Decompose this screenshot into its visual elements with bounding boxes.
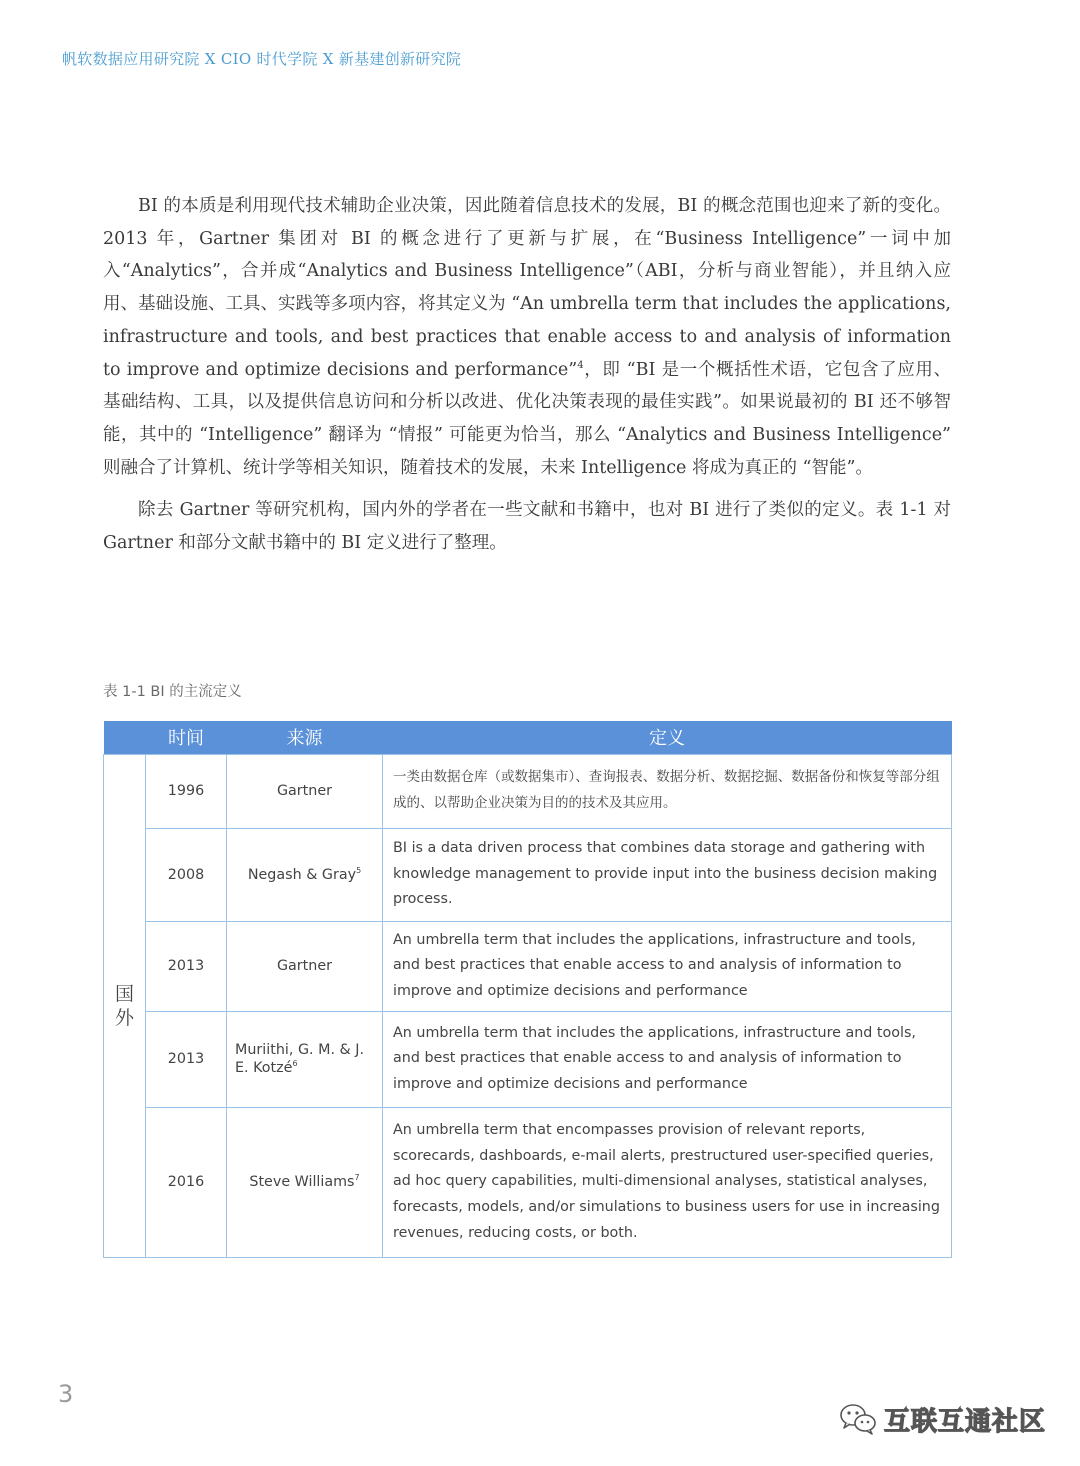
header-time: 时间 (146, 721, 227, 754)
row-definition: An umbrella term that includes the applications, infrastructure and tools, and best practices that enable access to and analysis of information to improve and optimize decisions and performance (383, 1011, 952, 1107)
wechat-icon (838, 1401, 878, 1437)
header-definition: 定义 (383, 721, 952, 754)
row-definition: An umbrella term that encompasses provision of relevant reports, scorecards, dashboards, e-mail alerts, prestructured user-specified queries, ad hoc query capabilities, multi-dimensional analyses, statistical analyses, forecasts, models, and/or simulations to business users for use in increasing revenues, reducing costs, or both. (383, 1107, 952, 1257)
running-header: 帆软数据应用研究院 X CIO 时代学院 X 新基建创新研究院 (62, 50, 462, 68)
table-row (104, 1107, 952, 1257)
row-year: 1996 (146, 754, 227, 828)
table-row (104, 828, 952, 921)
header-source: 来源 (227, 721, 383, 754)
region-label: 国 外 (104, 754, 146, 1257)
table-caption: 表 1-1 BI 的主流定义 (103, 684, 242, 700)
row-source: Gartner (227, 754, 383, 828)
body-text (103, 190, 951, 570)
header-region (104, 721, 146, 754)
bi-definitions-table (103, 721, 952, 1258)
watermark (838, 1399, 1046, 1439)
row-source: Steve Williams$^7$ (227, 1107, 383, 1257)
page-number: 3 (58, 1380, 74, 1408)
paragraph-2: 除去 Gartner 等研究机构，国内外的学者在一些文献和书籍中，也对 BI 进行了类似的定义。表 1-1 对 Gartner 和部分文献书籍中的 BI 定义进行了整理。 (103, 500, 951, 554)
row-year: 2013 (146, 1011, 227, 1107)
row-definition: An umbrella term that includes the applications, infrastructure and tools, and best practices that enable access to and analysis of information to improve and optimize decisions and performance (383, 921, 952, 1011)
footnote-ref-4[interactable]: 4 (577, 359, 584, 371)
row-source: Negash & Gray$^5$ (227, 828, 383, 921)
row-source: Gartner (227, 921, 383, 1011)
watermark-text: 互联互通社区 (884, 1406, 1047, 1437)
paragraph-1: BI 的本质是利用现代技术辅助企业决策，因此随着信息技术的发展，BI 的概念范围也迎来了新的变化。2013 年，Gartner 集团对 BI 的概念进行了更新与扩展，在“Business Intelligence”一词中加入“Analytics”，合并成“Analytics and Business Intelligence”（ABI，分析与商业智能），并且纳入应用、基础设施、工具、实践等多项内容，将其定义为 “An umbrella term that includes the applications, infrastructure and tools, and best practices that enable access to and analysis of information to improve and optimize decisions and performance”$^4$，即 “BI 是一个概括性术语，它包含了应用、基础结构、工具，以及提供信息访问和分析以改进、优化决策表现的最佳实践”。如果说最初的 BI 还不够智能，其中的 “Intelligence” 翻译为 “情报” 可能更为恰当，那么 “Analytics and Business Intelligence” 则融合了计算机、统计学等相关知识，随着技术的发展，未来 Intelligence 将成为真正的 “智能”。 (103, 196, 952, 478)
table-row (104, 754, 952, 828)
row-source: Muriithi, G. M. & J. E. Kotzé$^6$ (227, 1011, 383, 1107)
table-header-row (104, 721, 952, 754)
row-year: 2016 (146, 1107, 227, 1257)
row-year: 2008 (146, 828, 227, 921)
row-definition: BI is a data driven process that combines data storage and gathering with knowledge management to provide input into the business decision making process. (383, 828, 952, 921)
row-definition: 一类由数据仓库（或数据集市）、查询报表、数据分析、数据挖掘、数据备份和恢复等部分组成的、以帮助企业决策为目的的技术及其应用。 (383, 754, 952, 828)
table-row (104, 1011, 952, 1107)
table-row (104, 921, 952, 1011)
row-year: 2013 (146, 921, 227, 1011)
